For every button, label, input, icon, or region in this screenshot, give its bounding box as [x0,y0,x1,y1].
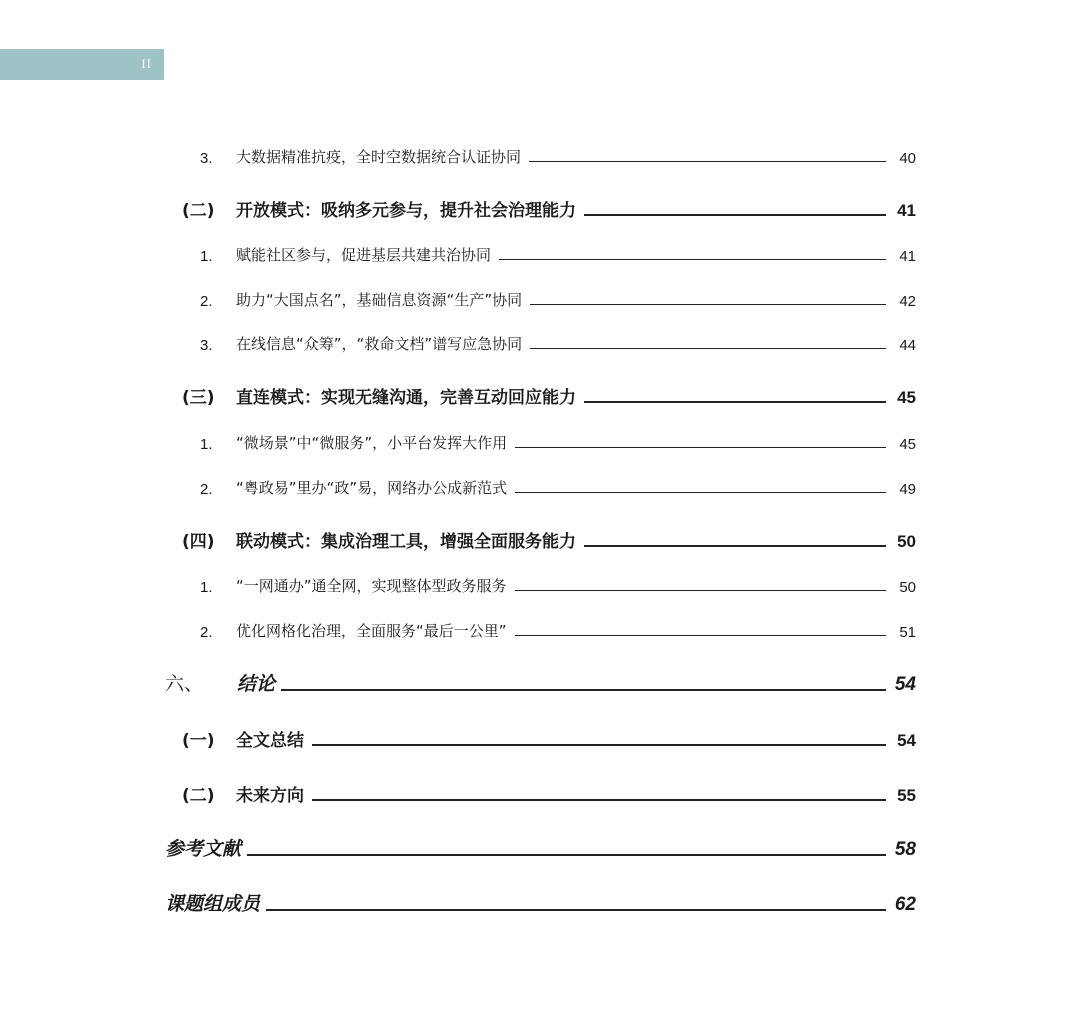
toc-entry-page: 54 [894,674,916,695]
toc-entry-page: 40 [899,150,916,167]
toc-entry-page: 54 [897,731,916,750]
toc-entry-number: (二) [182,786,215,806]
toc-entry[interactable] [182,524,916,552]
toc-entry-number: 3. [200,337,213,354]
toc-entry-number: 2. [200,481,213,498]
toc-entry[interactable] [200,326,916,354]
toc-entry-page: 55 [897,786,916,805]
toc-entry[interactable] [200,139,916,167]
toc-entry[interactable] [200,237,916,265]
toc-leader-line [515,635,886,636]
toc-entry-page: 42 [899,293,916,310]
toc-entry-number: 1. [200,248,213,265]
toc-entry-number: (一) [182,731,215,751]
toc-entry-page: 41 [897,201,916,220]
toc-entry[interactable] [182,193,916,221]
toc-entry[interactable] [200,425,916,453]
toc-entry-number: 2. [200,293,213,310]
toc-entry-page: 62 [894,894,916,915]
toc-entry[interactable] [165,888,916,916]
toc-entry[interactable] [200,568,916,596]
toc-entry[interactable] [200,613,916,641]
toc-entry-title: 在线信息“众筹”，“救命文档”谱写应急协同 [236,335,523,353]
toc-leader-line [312,744,886,746]
toc-entry[interactable] [165,833,916,861]
toc-entry-page: 45 [897,388,916,407]
toc-entry-page: 50 [899,579,916,596]
toc-entry-title: 直连模式：实现无缝沟通，完善互动回应能力 [236,388,576,408]
toc-entry[interactable] [165,668,916,696]
toc-leader-line [530,348,886,349]
toc-entry-page: 58 [894,839,916,860]
toc-entry-title: 参考文献 [165,838,242,860]
toc-leader-line [584,214,886,216]
toc-entry-number: (三) [182,388,215,408]
toc-entry-number: (四) [182,532,215,552]
toc-entry-title: 大数据精准抗疫，全时空数据统合认证协同 [236,148,522,166]
toc-entry-title: 开放模式：吸纳多元参与，提升社会治理能力 [236,201,576,221]
toc-leader-line [584,545,886,547]
toc-entry-number: 2. [200,624,213,641]
toc-leader-line [515,447,886,448]
toc-entry-title: 优化网格化治理，全面服务“最后一公里” [236,622,507,640]
toc-entry[interactable] [182,778,916,806]
toc-leader-line [530,304,886,305]
page-marker: II [141,56,152,71]
toc-leader-line [312,799,886,801]
toc-leader-line [499,259,886,260]
toc-entry[interactable] [200,470,916,498]
toc-leader-line [529,161,886,162]
toc-entry[interactable] [182,380,916,408]
toc-entry-page: 41 [899,248,916,265]
toc-entry-title: 结论 [237,673,276,695]
toc-leader-line [247,854,886,856]
toc-entry-title: 未来方向 [236,786,304,806]
toc-entry-number: (二) [182,201,215,221]
toc-entry-page: 49 [899,481,916,498]
toc-entry-page: 44 [899,337,916,354]
toc-entry-page: 50 [897,532,916,551]
toc-entry-number: 1. [200,579,213,596]
toc-entry-page: 45 [899,436,916,453]
toc-entry-title: 全文总结 [236,731,304,751]
toc-entry-title: 赋能社区参与，促进基层共建共治协同 [236,246,492,264]
toc-entry-title: 联动模式：集成治理工具，增强全面服务能力 [236,532,576,552]
toc-entry-title: “一网通办”通全网，实现整体型政务服务 [236,577,507,595]
toc-entry[interactable] [182,723,916,751]
toc-leader-line [266,909,886,911]
toc-entry-title: 助力“大国点名”，基础信息资源“生产”协同 [236,291,523,309]
toc-leader-line [515,492,886,493]
toc-entry-number: 1. [200,436,213,453]
toc-entry-title: “微场景”中“微服务”，小平台发挥大作用 [236,434,508,452]
toc-leader-line [584,401,886,403]
toc-entry-number: 3. [200,150,213,167]
toc-entry[interactable] [200,282,916,310]
toc-leader-line [515,590,886,591]
toc-entry-title: “粤政易”里办“政”易，网络办公成新范式 [236,479,508,497]
toc-leader-line [281,689,886,691]
toc-entry-page: 51 [899,624,916,641]
toc-entry-title: 课题组成员 [165,893,261,915]
toc-entry-number: 六、 [165,673,204,695]
